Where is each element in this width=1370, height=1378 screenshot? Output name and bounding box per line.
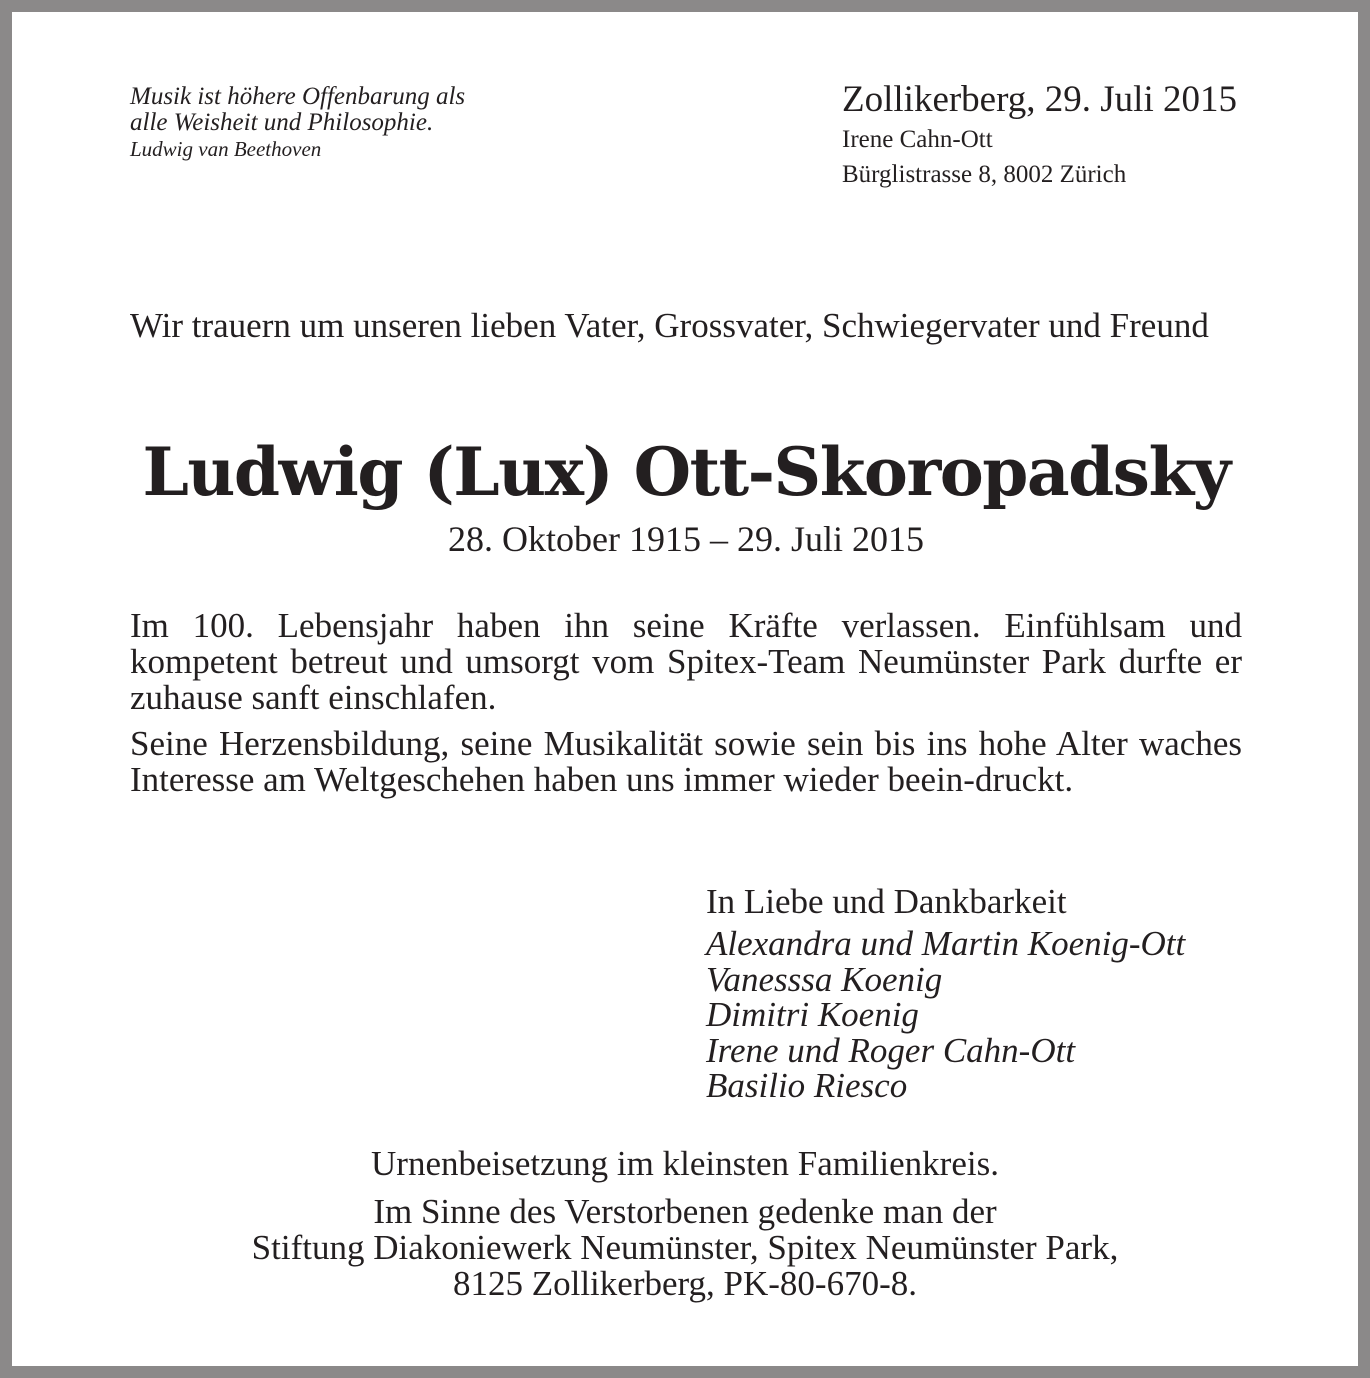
life-dates: 28. Oktober 1915 – 29. Juli 2015 xyxy=(448,519,924,559)
deceased-name: Ludwig (Lux) Ott-Skoropadsky xyxy=(142,433,1230,511)
obituary-page xyxy=(12,12,1358,1366)
intro-text: Wir trauern um unseren lieben Vater, Grossvater, Schwiegervater und Freund xyxy=(130,306,1209,345)
motto-author: Ludwig van Beethoven xyxy=(130,137,322,161)
donation-line: Stiftung Diakoniewerk Neumünster, Spitex Neumünster Park, xyxy=(251,1228,1119,1267)
motto-quote xyxy=(130,84,465,162)
mourner-name: Alexandra und Martin Koenig-Ott xyxy=(706,924,1186,963)
place-date: Zollikerberg, 29. Juli 2015 xyxy=(842,79,1237,120)
body-paragraph: Seine Herzensbildung, seine Musikalität sowie sein bis ins hohe Alter waches Interesse am Weltgeschehen haben uns immer wieder beein-druckt. xyxy=(130,724,1242,799)
sender-name: Irene Cahn-Ott xyxy=(842,126,993,153)
mourner-name: Vanesssa Koenig xyxy=(706,959,943,999)
donation-line: 8125 Zollikerberg, PK-80-670-8. xyxy=(452,1264,917,1303)
mourner-name: Dimitri Koenig xyxy=(706,995,919,1034)
mourner-name: Basilio Riesco xyxy=(706,1066,908,1105)
closing-phrase: In Liebe und Dankbarkeit xyxy=(706,882,1067,921)
obituary-body xyxy=(130,608,1242,808)
footer-notice xyxy=(12,1146,1358,1302)
motto-line: Musik ist höhere Offenbarung als xyxy=(130,83,466,110)
sender-address: Bürglistrasse 8, 8002 Zürich xyxy=(842,161,1127,188)
burial-notice: Urnenbeisetzung im kleinsten Familienkreis. xyxy=(371,1144,999,1183)
body-paragraph: Im 100. Lebensjahr haben ihn seine Kräfte verlassen. Einfühlsam und kompetent betreut und umsorgt vom Spitex-Team Neumünster Park durfte er zuhause sanft einschlafen. xyxy=(130,606,1242,717)
sender-block xyxy=(842,78,1237,192)
donation-line: Im Sinne des Verstorbenen gedenke man der xyxy=(373,1192,997,1231)
signoff-block xyxy=(706,880,1185,1104)
mourner-name: Irene und Roger Cahn-Ott xyxy=(706,1030,1076,1070)
motto-line: alle Weisheit und Philosophie. xyxy=(130,109,434,136)
